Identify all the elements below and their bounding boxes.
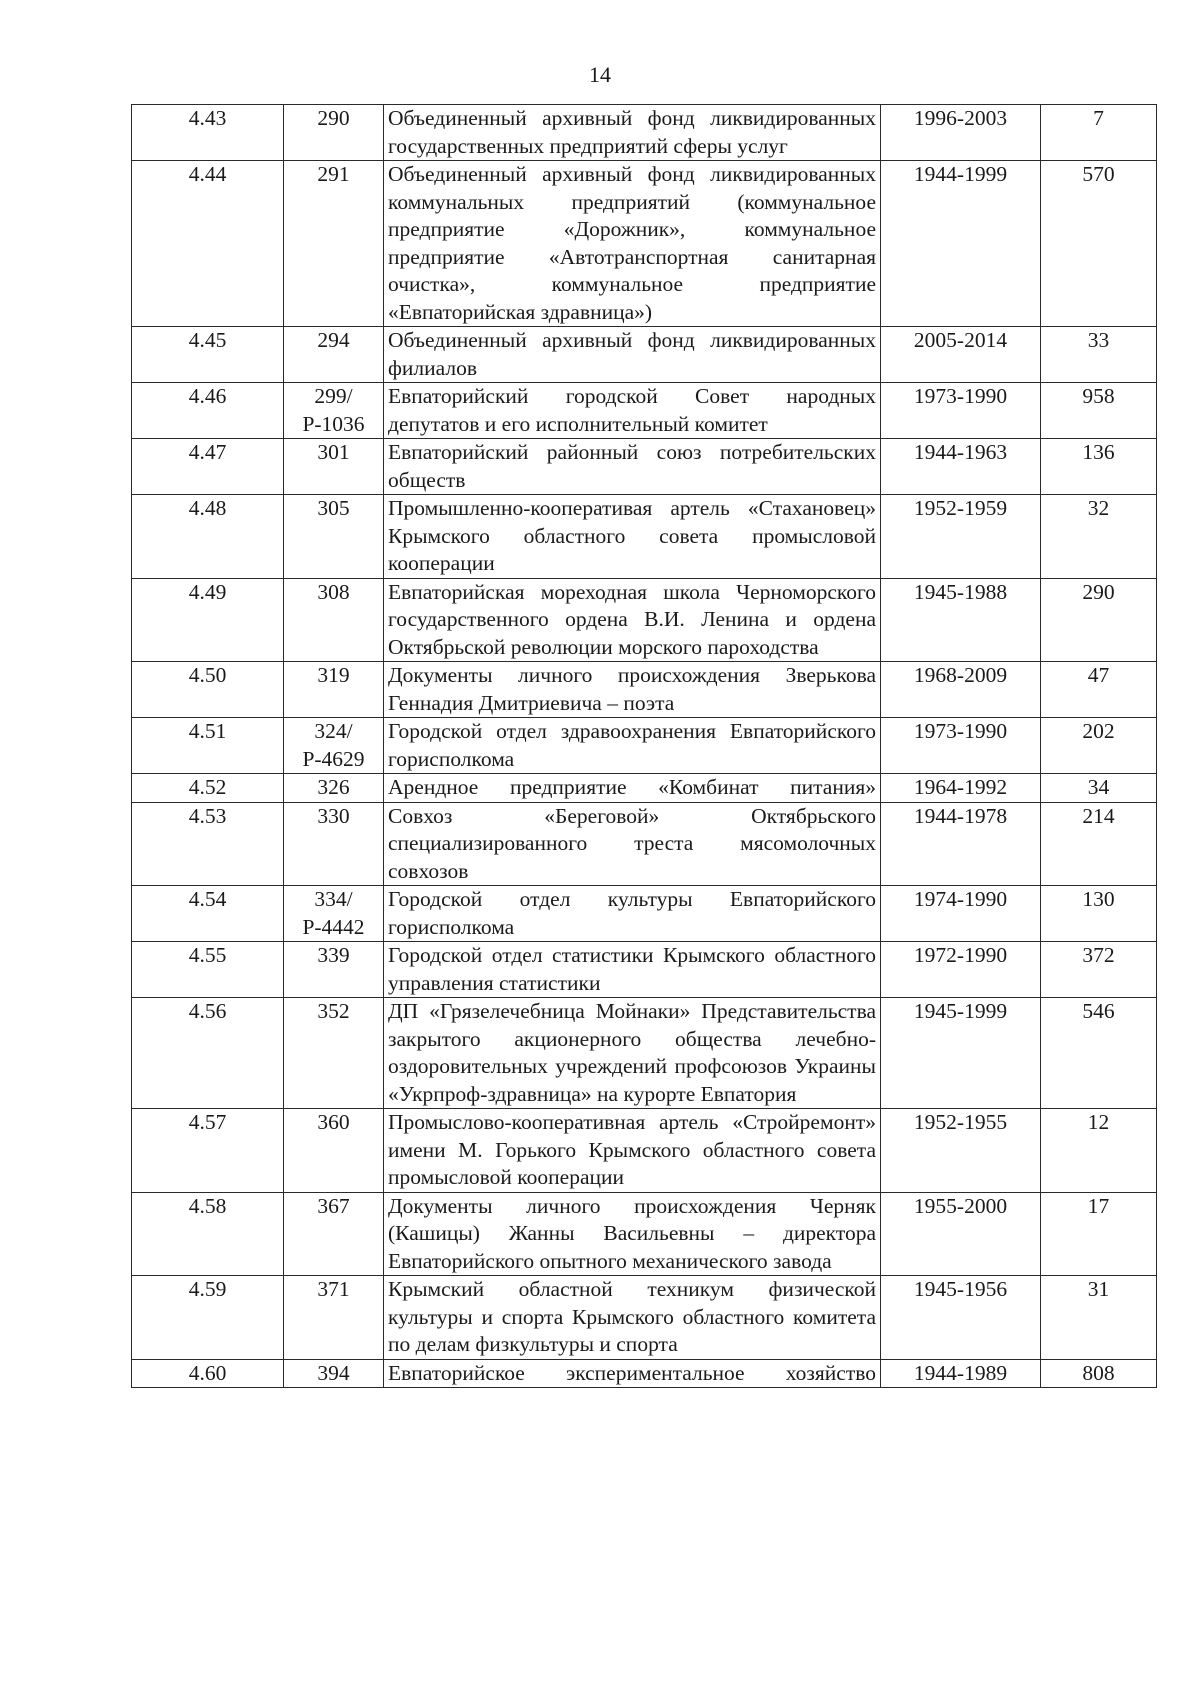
fund-number: 330 <box>284 802 384 886</box>
date-range: 2005-2014 <box>881 327 1041 383</box>
file-count: 214 <box>1041 802 1157 886</box>
file-count: 546 <box>1041 998 1157 1109</box>
fund-title: Документы личного происхождения Черняк (Кашицы) Жанны Васильевны – директора Евпаторийского опытного механического завода <box>384 1192 881 1276</box>
table-row <box>132 1359 1157 1388</box>
file-count: 33 <box>1041 327 1157 383</box>
fund-number: 360 <box>284 1109 384 1193</box>
date-range: 1945-1956 <box>881 1276 1041 1360</box>
table-row <box>132 1276 1157 1360</box>
file-count: 130 <box>1041 886 1157 942</box>
row-number: 4.56 <box>132 998 284 1109</box>
fund-number: 334/Р-4442 <box>284 886 384 942</box>
fund-title: Евпаторийский районный союз потребительских обществ <box>384 439 881 495</box>
table-row <box>132 886 1157 942</box>
file-count: 34 <box>1041 774 1157 803</box>
table-row <box>132 161 1157 327</box>
fund-number: 352 <box>284 998 384 1109</box>
archive-fund-table <box>131 104 1157 1388</box>
table-row <box>132 998 1157 1109</box>
row-number: 4.47 <box>132 439 284 495</box>
table-row <box>132 578 1157 662</box>
fund-number: 319 <box>284 662 384 718</box>
row-number: 4.57 <box>132 1109 284 1193</box>
table-body <box>132 105 1157 1388</box>
fund-number: 371 <box>284 1276 384 1360</box>
date-range: 1944-1963 <box>881 439 1041 495</box>
date-range: 1968-2009 <box>881 662 1041 718</box>
fund-number: 301 <box>284 439 384 495</box>
table-row <box>132 774 1157 803</box>
fund-title: Евпаторийское экспериментальное хозяйство <box>384 1359 881 1388</box>
table-row <box>132 1192 1157 1276</box>
date-range: 1944-1978 <box>881 802 1041 886</box>
row-number: 4.53 <box>132 802 284 886</box>
row-number: 4.51 <box>132 718 284 774</box>
row-number: 4.55 <box>132 942 284 998</box>
file-count: 31 <box>1041 1276 1157 1360</box>
table-row <box>132 439 1157 495</box>
row-number: 4.43 <box>132 105 284 161</box>
fund-title: Крымский областной техникум физической культуры и спорта Крымского областного комитета по делам физкультуры и спорта <box>384 1276 881 1360</box>
file-count: 372 <box>1041 942 1157 998</box>
row-number: 4.60 <box>132 1359 284 1388</box>
row-number: 4.59 <box>132 1276 284 1360</box>
fund-title: Объединенный архивный фонд ликвидированных филиалов <box>384 327 881 383</box>
file-count: 808 <box>1041 1359 1157 1388</box>
date-range: 1974-1990 <box>881 886 1041 942</box>
fund-number: 394 <box>284 1359 384 1388</box>
fund-title: ДП «Грязелечебница Мойнаки» Представительства закрытого акционерного общества лечебно-оздоровительных учреждений профсоюзов Украины «Укрпроф-здравница» на курорте Евпатория <box>384 998 881 1109</box>
fund-title: Промышленно-кооперативая артель «Стахановец» Крымского областного совета промысловой кооперации <box>384 495 881 579</box>
file-count: 136 <box>1041 439 1157 495</box>
file-count: 17 <box>1041 1192 1157 1276</box>
table-row <box>132 105 1157 161</box>
row-number: 4.44 <box>132 161 284 327</box>
fund-number: 324/Р-4629 <box>284 718 384 774</box>
fund-title: Евпаторийский городской Совет народных депутатов и его исполнительный комитет <box>384 383 881 439</box>
fund-number: 326 <box>284 774 384 803</box>
file-count: 7 <box>1041 105 1157 161</box>
fund-title: Арендное предприятие «Комбинат питания» <box>384 774 881 803</box>
fund-title: Совхоз «Береговой» Октябрьского специализированного треста мясомолочных совхозов <box>384 802 881 886</box>
row-number: 4.50 <box>132 662 284 718</box>
row-number: 4.52 <box>132 774 284 803</box>
file-count: 290 <box>1041 578 1157 662</box>
table-row <box>132 327 1157 383</box>
table-row <box>132 1109 1157 1193</box>
table-row <box>132 802 1157 886</box>
fund-title: Городской отдел здравоохранения Евпаторийского горисполкома <box>384 718 881 774</box>
fund-number: 339 <box>284 942 384 998</box>
table-row <box>132 495 1157 579</box>
date-range: 1972-1990 <box>881 942 1041 998</box>
fund-number: 367 <box>284 1192 384 1276</box>
file-count: 202 <box>1041 718 1157 774</box>
fund-number: 291 <box>284 161 384 327</box>
fund-number: 299/Р-1036 <box>284 383 384 439</box>
file-count: 570 <box>1041 161 1157 327</box>
date-range: 1952-1959 <box>881 495 1041 579</box>
fund-title: Объединенный архивный фонд ликвидированных коммунальных предприятий (коммунальное предприятие «Дорожник», коммунальное предприятие «Автотранспортная санитарная очистка», коммунальное предприятие «Евпаторийская здравница») <box>384 161 881 327</box>
row-number: 4.46 <box>132 383 284 439</box>
date-range: 1945-1988 <box>881 578 1041 662</box>
fund-title: Документы личного происхождения Зверькова Геннадия Дмитриевича – поэта <box>384 662 881 718</box>
date-range: 1996-2003 <box>881 105 1041 161</box>
table-row <box>132 662 1157 718</box>
date-range: 1955-2000 <box>881 1192 1041 1276</box>
fund-number: 290 <box>284 105 384 161</box>
page-number: 14 <box>589 62 611 87</box>
file-count: 47 <box>1041 662 1157 718</box>
file-count: 32 <box>1041 495 1157 579</box>
table-row <box>132 942 1157 998</box>
file-count: 958 <box>1041 383 1157 439</box>
fund-title: Промыслово-кооперативная артель «Стройремонт» имени М. Горького Крымского областного совета промысловой кооперации <box>384 1109 881 1193</box>
date-range: 1973-1990 <box>881 718 1041 774</box>
row-number: 4.54 <box>132 886 284 942</box>
fund-title: Городской отдел статистики Крымского областного управления статистики <box>384 942 881 998</box>
fund-title: Городской отдел культуры Евпаторийского горисполкома <box>384 886 881 942</box>
fund-number: 308 <box>284 578 384 662</box>
row-number: 4.49 <box>132 578 284 662</box>
date-range: 1964-1992 <box>881 774 1041 803</box>
table-row <box>132 718 1157 774</box>
row-number: 4.58 <box>132 1192 284 1276</box>
table-row <box>132 383 1157 439</box>
row-number: 4.45 <box>132 327 284 383</box>
date-range: 1944-1999 <box>881 161 1041 327</box>
fund-title: Евпаторийская мореходная школа Черноморского государственного ордена В.И. Ленина и ордена Октябрьской революции морского пароходства <box>384 578 881 662</box>
fund-title: Объединенный архивный фонд ликвидированных государственных предприятий сферы услуг <box>384 105 881 161</box>
row-number: 4.48 <box>132 495 284 579</box>
date-range: 1952-1955 <box>881 1109 1041 1193</box>
fund-number: 305 <box>284 495 384 579</box>
date-range: 1973-1990 <box>881 383 1041 439</box>
fund-number: 294 <box>284 327 384 383</box>
date-range: 1944-1989 <box>881 1359 1041 1388</box>
file-count: 12 <box>1041 1109 1157 1193</box>
date-range: 1945-1999 <box>881 998 1041 1109</box>
